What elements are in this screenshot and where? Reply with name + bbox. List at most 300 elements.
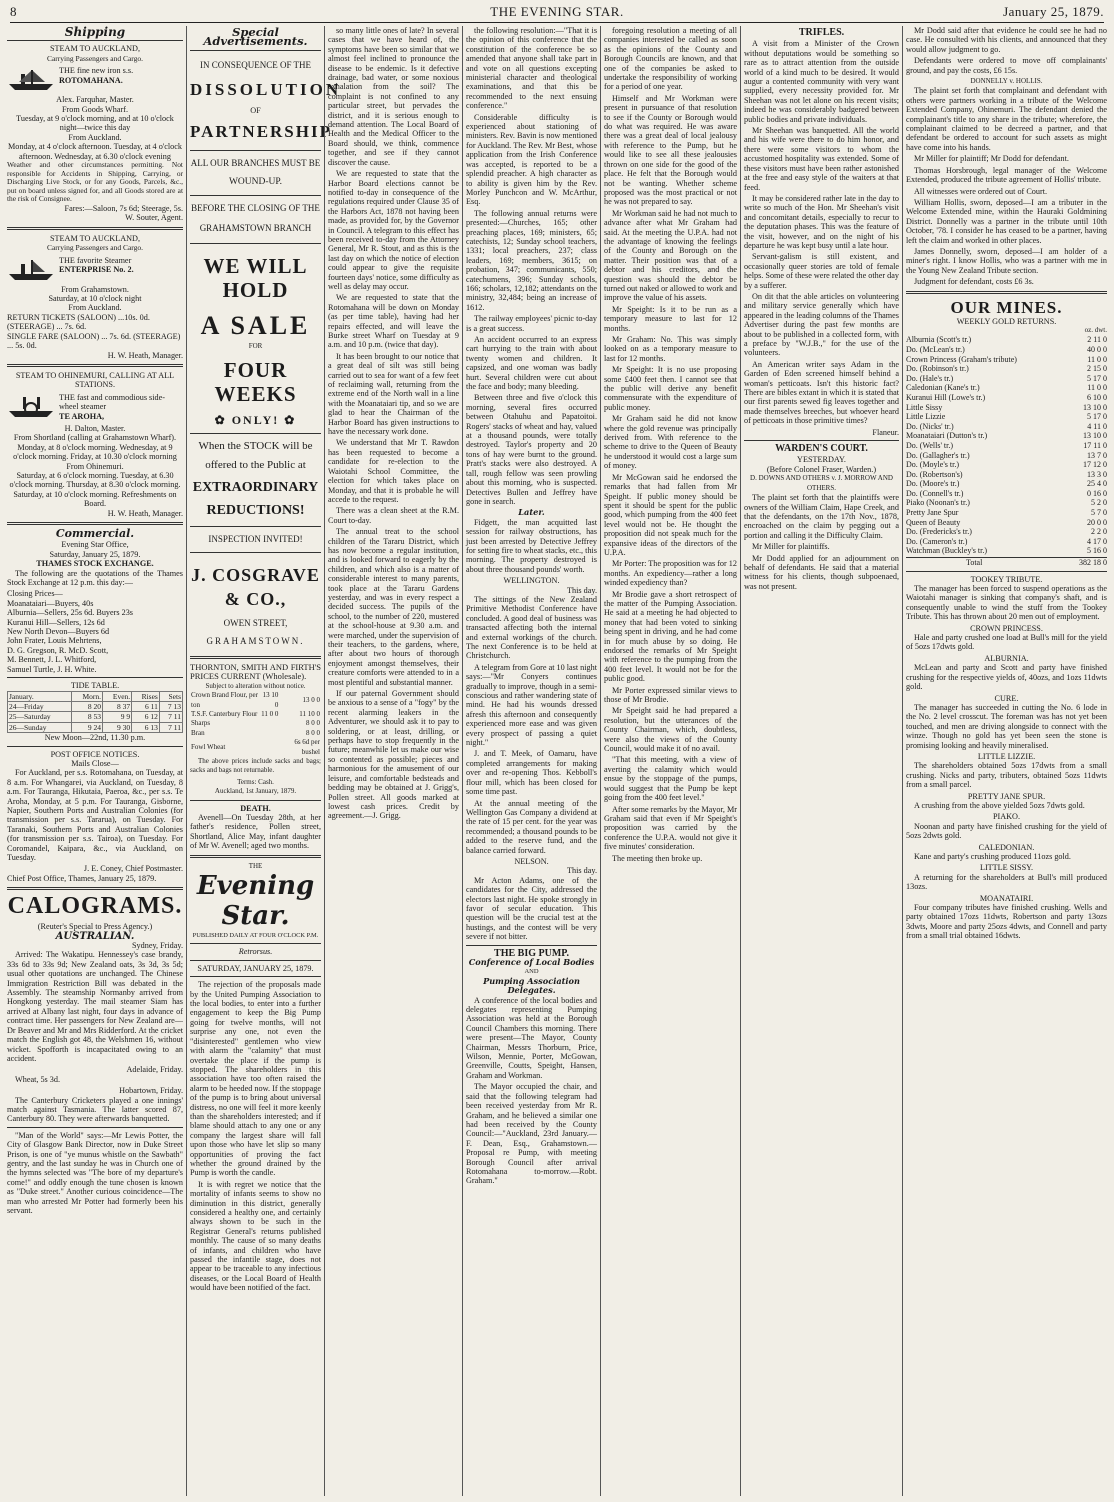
commercial-heading: Commercial.	[55, 527, 135, 540]
mine-yield: 25 4 0	[1087, 479, 1107, 489]
prices-date: Auckland, 1st January, 1879.	[214, 787, 297, 796]
brokers-line: D. G. Gregson, R. McD. Scott,	[7, 645, 109, 655]
cell: 6 13	[132, 722, 160, 732]
news-paragraph: The meeting then broke up.	[612, 853, 703, 863]
warden-sub: YESTERDAY.	[797, 455, 846, 465]
gold-return-row	[906, 403, 1107, 413]
gold-return-row	[906, 345, 1107, 355]
shipping-heading: Shipping	[64, 25, 126, 39]
mine-heading: ALBURNIA.	[984, 653, 1029, 663]
mine-heading: LITTLE SISSY.	[979, 863, 1034, 873]
gold-return-row	[906, 479, 1107, 489]
trifles-paragraph: On dit that the able articles on volunteering and military service generally which have appeared in the leading columns of the Thames Advertiser during the past few months are about to be published in a collected form, with a preface by "W.J.B.," for the use of the volunteers.	[744, 291, 899, 358]
calograms-title: CALOGRAMS.	[7, 893, 183, 920]
news-paragraph: Between three and five o'clock this morning, several fires occurred between Otahuhu and Papatoitoi. Rogers' stacks of wheat and hay, valued at a thousand pounds, were totally destroyed. Taylor's property and 20 tons of hay were burnt to the ground. Pratt's stacks were also destroyed. A tall, rough fellow was seen prowling about this morning, who is suspected. Detectives Bullen and Jeffrey have gone in search.	[466, 393, 597, 506]
mine-yield: 40 0 0	[1087, 344, 1107, 354]
col-header: January.	[8, 691, 72, 701]
mine-name: Do. (Gallagher's tr.)	[906, 450, 970, 460]
news-paragraph: Himself and Mr Workman were present in pursuance of that resolution to see if the County or Borough would do what was required. He was aware there was a great deal of local jealousy with reference to the Pump, but he would like to see all these jealousies thrown on one side for the good of the place. He felt that the Borough would not be wanting. Whether scheme proposed was the most practical or not he was not prepared to say.	[604, 93, 737, 207]
cell: 9 24	[72, 722, 103, 732]
telegram-text: The Canterbury Cricketers played a one innings' match against Tasmania. The latter scored 87, Canterbury 80. They were afterwards banquetted.	[7, 1095, 183, 1124]
master: Alex. Farquhar, Master.	[56, 95, 134, 105]
mine-yield: 6 10 0	[1087, 392, 1107, 402]
news-paragraph: The annual treat to the school children of the Tararu District, which has now become a regular institution, and is looked forward to eagerly by the children, and which also is a matter of considerable interest to many parents, took place at the Tararu Gardens yesterday, and was in every respect a decided success. The pupils of the school, to the number of 220, mustered at the school-house at 9.30 a.m. and were marched, under the supervision of their teachers, to the gardens, where, after about two hours of thorough enjoyment amongst themselves, their creature comforts were attended to in a most plentiful and substantial manner.	[328, 527, 459, 687]
page-number: 8	[10, 4, 17, 19]
column-news-1	[324, 26, 462, 1496]
mine-yield: 4 17 0	[1087, 536, 1107, 546]
ad-line: When the STOCK will be	[198, 440, 313, 453]
news-paragraph: Mr Graham: No. This was simply looked on as a temporary measure to last for 12 months.	[604, 335, 737, 363]
mine-yield: 5 7 0	[1091, 508, 1107, 518]
from-label: From Auckland.	[68, 132, 122, 142]
cell: Fowl Wheat	[191, 742, 226, 751]
total-value: 382 18 0	[1079, 558, 1107, 568]
from-label: From Ohinemuri.	[66, 461, 124, 471]
quote-line: Alburnia—Sellers, 25s 6d. Buyers 23s	[7, 608, 133, 618]
mine-paragraph: Noonan and party have finished crushing for the yield of 5ozs 2dwts gold.	[906, 821, 1107, 841]
from-label: From Auckland.	[68, 303, 122, 313]
court-paragraph: James Donnelly, sworn, deposed—I am holder of a miner's right. I know Hollis, who was a partner with me in the Young New Zealand Tribute section.	[906, 246, 1107, 275]
mine-paragraph: McLean and party and Scott and party have finished crushing for the respective yields of, 40ozs, and 1ozs 11dwts gold.	[906, 663, 1107, 692]
ad-line: ALL OUR BRANCHES MUST BE	[190, 157, 321, 168]
cell: 11 0 0	[261, 709, 279, 718]
trifles-paragraph: A visit from a Minister of the Crown without deputations would be something so rare as to attract attention from the outside world of a kind much to be desired. It would augur a contented community with very want supplied, every necessity provided for. Mr Sheehan was not let alone on his recent visits; indeed he was considerably badgered between public bodies and private individuals.	[744, 39, 899, 124]
mine-paragraph: A returning for the shareholders at Bull's mill produced 13ozs.	[906, 872, 1107, 892]
mine-paragraph: The shareholders obtained 5ozs 17dwts from a small crushing. Nicks and party, tributers, obtained 5ozs 11dwts from a small parcel.	[906, 761, 1107, 790]
prices-current	[190, 663, 321, 797]
commercial-section	[7, 529, 183, 674]
mine-name: Pretty Jane Spur	[906, 508, 959, 518]
mine-paragraph: The manager has been forced to suspend operations as the Waiotahi manager is sinking that company's shaft, and is consequently unable to wind the stuff from the Tookey Tribute. This has thrown about 20 men out of employment.	[906, 584, 1107, 622]
post-text: For Auckland, per s.s. Rotomahana, on Tuesday, at 8 a.m. For Whangarei, via Auckland, on Tuesday, 8 a.m. For Tauranga, Hikutaia, Paeroa, &c., per s.s. Te Aroha, Monday, at 5 p.m. For Tauranga, Gisborne, Napier, Southern Ports and Australian Colonies (for transmission per s.s. Tararua), on Tuesday. For Taranaki, Southern Ports and Australian Colonies (for transmission per s.s. Tairoa), on Tuesday. For Coromandel, Kaipara, &c., via Auckland, on Tuesday.	[7, 768, 183, 862]
schedule: Tuesday, at 9 o'clock morning, and at 10 o'clock night—twice this day	[16, 114, 174, 133]
news-paragraph: Mr Workman said he had not much to advance after what Mr Graham had said. At the meeting the U.P.A. had not the advantage of knowing the feelings of the County and Borough on the matter. Their position was that of a debtor and his creditors, and the question was should the debtor be turned out naked or allowed to work and improve the value of his assets.	[604, 208, 738, 303]
schedule: Saturday, at 10 o'clock night	[48, 294, 142, 304]
news-paragraph: "That this meeting, with a view of averting the calamity which would ensue by the stoppage of the pumps, would suggest that the Pump be kept going from the 400 feet level."	[604, 755, 737, 803]
single-fares: SINGLE FARE (SALOON) ... 7s. 6d. (STEERAGE) ... 5s. 0d.	[7, 331, 181, 351]
tide-table	[7, 681, 183, 742]
ad-line: WOUND-UP.	[228, 177, 283, 188]
telegram-text: Wheat, 5s 3d.	[15, 1074, 61, 1084]
court-paragraph: William Hollis, sworn, deposed—I am a tributer in the Welcome Extended mine, within the Hauraki Goldmining District. Donnelly was a partner in the tribute until 10th October, '78. I consider he has ceased to be a partner, having left the claim and worked in other places.	[906, 197, 1107, 245]
moon-note: New Moon—22nd, 11.30 p.m.	[44, 733, 146, 743]
telegram-text: Arrived: The Wakatipu. Hennessey's case brandy, 33s 6d to 33s 9d; New Zealand oats, 3s 3d, 3s 5d; usual other quotations are unchanged. The Chinese Immigration Restriction Bill was debated in the Assembly. The steamship Normanby arrived from Hongkong yesterday. The mail steamer Siam has arrived at Albany last night, four days in advance of contract time. Her passengers for New Zealand are—Dr Beaver and Mr and Mrs Ridderford. At the cricket match the English got 48, the Welshmen 16, without wicket. Spofforth is incapacitated owing to an accident.	[7, 950, 183, 1063]
news-paragraph: Mr Brodie gave a short retrospect of the matter of the Pumping Association. He said at a meeting he had objected to money that had been voted to sinking being spent in driving, and he had come in for much abuse by so doing. He endorsed the remarks of Mr Speight with reference to the pumping from the 400 feet level. It would not be for the public good.	[604, 589, 737, 684]
ad-line: FOUR WEEKS	[214, 357, 297, 406]
mine-yield: 17 12 0	[1083, 460, 1107, 470]
post-office-notices	[7, 750, 183, 884]
mine-heading: PIAKO.	[992, 812, 1021, 822]
warden-title: WARDEN'S COURT.	[775, 443, 868, 455]
mine-paragraph: A crushing from the above yielded 5ozs 7dwts gold.	[914, 800, 1085, 810]
news-paragraph: so many little ones of late? In several cases that we have heard of, the symptoms have been so similar that we almost feel inclined to pronounce the disease to be endemic. Is it defective drainage, bad water, or some noxious exhalation from the soil? The complaint is not confined to any particular street, but pervades the district, and it is serious enough to demand attention. The Local Board of Health and the Medical Officer to the Board should, we think, commence together, and see if they cannot discover the cause.	[328, 26, 459, 167]
ad-title: STEAM TO AUCKLAND,	[50, 233, 140, 243]
news-paragraph: Mr Porter expressed similar views to those of Mr Brodie.	[604, 685, 737, 705]
gold-return-row	[906, 546, 1107, 556]
court-paragraph: Mr Miller for plaintiff; Mr Dodd for defendant.	[914, 154, 1069, 164]
mine-name: Crown Princess (Graham's tribute)	[906, 354, 1017, 364]
ad-line: OF	[250, 106, 261, 116]
news-paragraph: Mr Graham said he did not know where the gold revenue was principally derived from. With reference to the scheme to drive to the Queen of Beauty he understood it would cost a large sum of money.	[604, 414, 737, 471]
news-paragraph: An accident occurred to an express cart hurrying to the train with about twenty women and children. It capsized, and one woman was badly hurt. Several children were cut about the face and body; many bleeding.	[466, 335, 597, 392]
closing-label: Closing Prices—	[7, 589, 63, 599]
cell: 8 53	[72, 712, 103, 722]
mine-name: Watchman (Buckley's tr.)	[906, 546, 987, 556]
gold-return-row	[906, 460, 1107, 470]
gold-return-row	[906, 470, 1107, 480]
cell: 6s 6d per bushel	[294, 738, 320, 756]
schedule: Saturday, at 6 o'clock morning. Tuesday, at 6.30 o'clock morning. Thursday, at 8.30 o'clock morning. Saturday, at 10 o'clock morning. Refreshments on Board.	[9, 470, 181, 509]
mine-paragraph: The manager has succeeded in cutting the No. 6 lode in the No. 2 level crosscut. The foreman was has not yet been touched, and men are driving alongside to connect with the winze. Though no gold has yet been seen the stone is promising looking and heavily mineralised.	[906, 702, 1107, 750]
agent: H. W. Heath, Manager.	[107, 508, 183, 518]
cell: 8 0 0	[306, 719, 320, 728]
mine-heading: TOOKEY TRIBUTE.	[970, 574, 1043, 584]
editorial-text: The rejection of the proposals made by the United Pumping Association to the local bodies, to enter into a further engagement to keep the Big Pump going for twelve months, will not surprise any one, not even the "disinterested" gentlemen who view with alarm the "calamity" that must overtake the place if the pump is stopped. The shareholders in this association have too often raised the alarm to be heeded now. If the stoppage of the pump is to bring about universal distress, no one will feel it more keenly than the shareholders interested; and if blame should attach to any one or any company the largest share will fall upon those who have let slip so many opportunities of proving the fact whether the ground drained by the Pump is worth the candle.	[190, 980, 321, 1178]
gold-return-row	[906, 364, 1107, 374]
ship-row	[7, 256, 183, 282]
gold-return-row	[906, 355, 1107, 365]
cell: 9 30	[103, 722, 132, 732]
ad-title: STEAM TO OHINEMURI, CALLING AT ALL STATIONS.	[15, 370, 175, 390]
gold-return-row	[906, 527, 1107, 537]
ship-row	[7, 393, 183, 421]
news-paragraph: J. and T. Meek, of Oamaru, have completed arrangements for making over and re-opening Thos. Kebboll's flour mill, which has been closed for some time past.	[466, 749, 597, 797]
mine-name: Do. (Cameron's tr.)	[906, 536, 968, 546]
subheading: Pumping Association Delegates.	[483, 975, 580, 996]
prices-note: The above prices include sacks and bags; sacks and bags not returnable.	[190, 756, 321, 775]
ship-row	[7, 66, 183, 92]
cell: 9 9	[103, 712, 132, 722]
warden-paragraph: Mr Dodd applied for an adjournment on behalf of defendants. He said that a material witness for his clients, though subpoenaed, was not present.	[744, 553, 899, 591]
mine-yield: 13 10 0	[1083, 402, 1107, 412]
warden-paragraph: Mr Miller for plaintiffs.	[752, 542, 830, 552]
gold-return-row	[906, 508, 1107, 518]
news-paragraph: It has been brought to our notice that a great deal of silt was still being carried out to sea for want of a few feet of reclaiming wall, returning from the extreme end of the North wall in a line with the Moanataiari tip, and so we are glad to hear the Chairman of the Harbor Board has given instructions to have the necessary work done.	[328, 351, 459, 437]
news-paragraph: Fidgett, the man acquitted last session for railway obstructions, has just been arrested by Detective Jeffrey for setting fire to wheat stacks, etc., this morning. The property destroyed is about three thousand pounds' worth.	[466, 517, 597, 574]
mines-title: OUR MINES.	[950, 297, 1063, 317]
ad-title: STEAM TO AUCKLAND,	[50, 44, 140, 54]
table-row	[190, 738, 321, 757]
news-paragraph: Mr Acton Adams, one of the candidates for the City, addressed the electors last night. He spoke strongly in favor of secular education. This question will be the crucial test at the hustings, and the contest will be very severe if not bitter.	[466, 875, 597, 942]
mine-name: Do. (Moore's tr.)	[906, 479, 960, 489]
mine-yield: 11 0 0	[1087, 383, 1107, 393]
vessel-name: ENTERPRISE No. 2.	[59, 265, 134, 275]
ad-sub: Carrying Passengers and Cargo.	[46, 53, 144, 63]
post-office: Chief Post Office, Thames, January 25, 1879.	[7, 873, 157, 883]
column-news-3	[600, 26, 740, 1496]
mine-heading: CURE.	[994, 693, 1019, 703]
mine-heading: CROWN PRINCESS.	[970, 623, 1043, 633]
dateline-city: WELLINGTON.	[503, 576, 560, 586]
table-row	[190, 691, 321, 710]
ad-body: THE fine new iron s.s.	[59, 66, 134, 76]
vessel-name: ROTOMAHANA.	[59, 75, 123, 85]
subheading: AND	[524, 968, 539, 976]
from-label: From Grahamstown.	[61, 284, 129, 294]
news-paragraph: The following annual returns were presented:—Churches, 165; other preaching places, 169; ministers, 65; catechists, 12; Sunday school teachers, 1331; local preachers, 237; class leaders, 169; members, 3615; on probation, 347; communicants, 550; catechumens, 396; Sunday schools, 166; scholars, 12,182; attendants on the ministry, 32,484; being an increase of 1612.	[466, 208, 597, 312]
cell: 24—Friday	[8, 701, 72, 711]
weekly-returns-title: WEEKLY GOLD RETURNS.	[956, 316, 1057, 326]
dateline: Hobartown, Friday.	[119, 1086, 183, 1096]
mine-yield: 5 17 0	[1087, 373, 1107, 383]
cell	[259, 729, 279, 738]
only-line: ✿ ONLY! ✿	[214, 412, 297, 427]
mine-name: Moanataiari (Dutton's tr.)	[906, 431, 988, 441]
ad-line: EXTRAORDINARY	[192, 479, 319, 495]
mine-yield: 5 17 0	[1087, 412, 1107, 422]
quote-line: Kuranui Hill—Sellers, 12s 6d	[7, 617, 105, 627]
paper-the: THE	[248, 861, 263, 870]
post-title: POST OFFICE NOTICES.	[50, 749, 140, 759]
news-paragraph: Considerable difficulty is experienced about stationing of ministers. Rev. Bavin is now mentioned for Auckland. The Rev. Mr Best, whose application from the Irish Conference was accepted, is reported to be a splendid preacher. A high character as to ability is given him by the Rev. Morley Punchcon and W. McArthur, Esq.	[466, 112, 597, 207]
mine-paragraph: Kane and party's crushing produced 11ozs gold.	[914, 852, 1071, 861]
mine-yield: 13 3 0	[1087, 469, 1107, 479]
gold-return-row	[906, 489, 1107, 499]
cell: 8 37	[103, 701, 132, 711]
calograms-sub: (Reuter's Special to Press Agency.)	[37, 922, 153, 932]
news-paragraph: foregoing resolution a meeting of all companies interested be called as soon as the opinions of the County and Borough Councils are known, and that one of the companies be asked to undertake the responsibility of working for a period of one year.	[604, 26, 737, 92]
mine-yield: 13 7 0	[1087, 450, 1107, 460]
gold-return-row	[906, 393, 1107, 403]
trifles-paragraph: Mr Sheehan was banquetted. All the world and his wife were there to do him honor, and there were some visitors to whom the accustomed hospitality was extended. Some of these visitors must have been rather astonished at the free and easy style of the waiters at that feed.	[744, 126, 899, 192]
cell: 7 11	[159, 722, 182, 732]
units-label: oz. dwt.	[1084, 325, 1107, 334]
gold-return-row	[906, 441, 1107, 451]
quote-line: Moanataiari—Buyers, 40s	[7, 598, 94, 608]
col-header: Even.	[103, 691, 132, 701]
trifles-paragraph: It may be considered rather late in the day to write so much of the Hon. Mr Sheehan's visit and concomitant details, especially to recur to the deputation phases. This was the feature of the visit, however, and on the night of his departure he was kept busy until a late hour.	[744, 193, 899, 250]
mine-name: Do. (Robinson's tr.)	[906, 364, 969, 374]
table-row	[8, 701, 183, 711]
ad-line: offered to the Public at	[205, 459, 306, 472]
telegram-text: "Man of the World" says:—Mr Lewis Potter, the City of Glasgow Bank Director, now in Duke Street Prison, is one of "ye munus whistle on the Sawbath" gentry, and the last sunday he was in Church one of the hymns selected was "The bore of my departure's come!" and oddly enough the tune chosen is known as "Duke street." Another curious coincidence—The man who arrested Mr Potter had formerly been his servant.	[7, 1130, 183, 1215]
court-paragraph: Mr Dodd said after that evidence he could see he had no case. He consulted with his clients, and announced that they would allow judgment to go.	[906, 26, 1107, 54]
prices-sub: Subject to alteration without notice.	[205, 681, 306, 690]
column-news-2	[462, 26, 600, 1496]
cell: 13 0 0	[302, 695, 320, 704]
schedule: Monday, at 8 o'clock morning. Wednesday, at 9 o'clock morning. Friday, at 10.30 o'clock morning	[13, 442, 177, 462]
death-notice: Avenell—On Tuesday 28th, at her father's residence, Pollen street, Shortland, Alice May, infant daughter of Mr W. Avenell; aged two months.	[190, 813, 321, 851]
paper-title: Evening Star.	[196, 871, 315, 932]
editorial-text: It is with regret we notice that the mortality of infants seems to show no diminution in this district, generally considered a healthy one, and certainly always shown to be such in the Registrar General's returns published monthly. The cause of so many deaths of infants, and children who have passed the infantile stage, does not appear to be traceable to any infectious diseases, or the Local Board of Health would have been notified of the fact.	[190, 1179, 321, 1293]
big-pump-heading: THE BIG PUMP.	[494, 947, 569, 959]
mine-yield: 0 16 0	[1087, 488, 1107, 498]
mine-name: Little Sissy	[906, 402, 943, 412]
mine-name: Do. (Wells' tr.)	[906, 440, 954, 450]
mine-yield: 11 0 0	[1087, 354, 1107, 364]
mine-name: Alburnia (Scott's tr.)	[906, 335, 972, 345]
gold-return-row	[906, 518, 1107, 528]
brokers-line: M. Bennett, J. L. Whitford,	[7, 655, 97, 665]
schedule: Monday, at 4 o'clock afternoon. Tuesday, at 4 o'clock afternoon. Wednesday, at 6.30 o'clock evening	[7, 142, 182, 161]
court-paragraph: All witnesses were ordered out of Court.	[914, 186, 1048, 196]
dateline-city: NELSON.	[514, 856, 549, 866]
trifles-signature: Flaneur.	[872, 427, 899, 437]
news-paragraph: A telegram from Gore at 10 last night says:—"Mr Conyers continues gradually to improve, though in a semi-conscious and rather wandering state of mind. He had his wounds dressed afresh this afternoon and consequently experienced more ease and was given every prospect of passing a quiet night."	[466, 662, 598, 748]
mine-name: Do. (Nicks' tr.)	[906, 421, 954, 431]
tide-grid	[7, 691, 183, 734]
mine-name: Queen of Beauty	[906, 517, 961, 527]
brokers-line: John Frater, Louis Mehrtens,	[7, 636, 102, 646]
master: H. Dalton, Master.	[64, 423, 126, 433]
gold-return-row	[906, 374, 1107, 384]
cell: 7 11	[159, 712, 182, 722]
brokers-line: Samuel Turtle, J. H. White.	[7, 664, 97, 674]
news-paragraph: After some remarks by the Mayor, Mr Graham said that even if Mr Speight's proposition was carried by the conference the U.P.A. would not give it five minutes' consideration.	[604, 804, 737, 852]
ad-rotomahana	[7, 44, 183, 222]
table-row	[190, 710, 321, 719]
cell: 13 10 0	[262, 691, 279, 709]
mine-paragraph: Four company tributes have finished crushing. Wells and party obtained 17ozs 11dwts, Robertson and party 13ozs 3dwts, Moore and party 25ozs 4dwts, and Connell and party from a small trial obtained 16dwts.	[906, 903, 1107, 941]
gold-returns-list	[906, 335, 1107, 556]
mine-name: Do. (Hale's tr.)	[906, 373, 954, 383]
dateline: Sydney, Friday.	[131, 941, 183, 951]
from-label: From Goods Wharf.	[61, 104, 129, 114]
gold-return-row	[906, 422, 1107, 432]
cell	[259, 719, 279, 728]
ad-line: REDUCTIONS!	[206, 503, 305, 519]
cell: 6 11	[132, 701, 160, 711]
return-fares: RETURN TICKETS (SALOON) ...10s. 0d. (STEERAGE) ... 7s. 6d.	[7, 312, 150, 332]
ad-line: INSPECTION INVITED!	[208, 533, 303, 544]
cell: 25—Saturday	[8, 712, 72, 722]
table-row	[190, 719, 321, 728]
mine-yield: 4 11 0	[1087, 421, 1107, 431]
column-trifles	[740, 26, 902, 1496]
warden-paragraph: The plaint set forth that the plaintiffs were owners of the William Claim, Hape Creek, and that the defendants, on the 17th Nov., 1878, encroached on the claim by pegging out a portion and calling it the Difficulty Claim.	[744, 493, 899, 540]
prices-title: THORNTON, SMITH AND FIRTH'S PRICES CURRENT (Wholesale).	[190, 661, 321, 682]
mine-name: Do. (Robertson's)	[906, 469, 963, 479]
mine-name: Do. (McLean's tr.)	[906, 344, 965, 354]
table-row	[8, 712, 183, 722]
mine-heading: MOANATAIRI.	[979, 893, 1034, 903]
mine-name: Little Lizzie	[906, 412, 946, 422]
gold-return-row	[906, 412, 1107, 422]
court-case: DONNELLY v. HOLLIS.	[970, 77, 1043, 86]
paddle-steamer-icon	[7, 393, 55, 419]
total-row	[906, 557, 1107, 568]
exchange-title: THAMES STOCK EXCHANGE.	[36, 559, 154, 569]
special-heading: Special Advertisements.	[203, 25, 308, 49]
mine-yield: 2 15 0	[1087, 364, 1107, 374]
gold-return-row	[906, 498, 1107, 508]
col-header: Sets	[159, 691, 182, 701]
col-header: Morn.	[72, 691, 103, 701]
steamship-icon	[7, 66, 55, 92]
news-paragraph: The sittings of the New Zealand Primitive Methodist Conference have concluded. A good deal of business was transacted affecting both the internal and external workings of the church. The next Conference is to be held at Christchurch.	[466, 594, 597, 661]
exchange-intro: The following are the quotations of the Thames Stock Exchange at 12 p.m. this day:—	[7, 568, 183, 588]
trifles-title: TRIFLES.	[798, 27, 845, 38]
ad-te-aroha	[7, 371, 183, 518]
office: Evening Star Office,	[61, 540, 129, 550]
dateline: Adelaide, Friday.	[126, 1065, 183, 1075]
news-paragraph: Mr Porter: The proposition was for 12 months. An expediency—rather a long winded expediency than?	[604, 559, 737, 588]
mine-name: Do. (Fredericks's tr.)	[906, 527, 972, 537]
death-title: DEATH.	[240, 803, 271, 813]
only-text: ONLY!	[231, 412, 280, 427]
gold-return-row	[906, 383, 1107, 393]
cell: 6 12	[132, 712, 160, 722]
prices-table	[190, 691, 321, 757]
mine-paragraph: Hale and party crushed one load at Bull's mill for the yield of 5ozs 17dwts gold.	[906, 633, 1107, 652]
ad-line: IN CONSEQUENCE OF THE	[199, 59, 312, 70]
cell: 11 10 0	[299, 709, 320, 718]
tide-title: TIDE TABLE.	[70, 681, 120, 691]
news-paragraph: We understand that Mr T. Rawdon has been requested to become a candidate for re-election to the Waiotahi School Committee, the election for which takes place on Monday, and that it is probable he will accede to the request.	[328, 438, 459, 504]
cell: 8 20	[72, 701, 103, 711]
fares: Fares:—Saloon, 7s 6d; Steerage, 5s.	[64, 204, 183, 214]
court-paragraph: Judgment for defendant, costs £6 3s.	[914, 277, 1034, 287]
column-special-ads	[186, 25, 342, 1496]
news-paragraph: There was a clean sheet at the R.M. Court to-day.	[328, 506, 459, 525]
firm-town: GRAHAMSTOWN.	[206, 635, 305, 646]
news-paragraph: We are requested to state that the Harbor Board elections cannot be notified to-day in consequence of the regulations required under Clause 35 of the Harbors Act, 1878 not having been made, as provided for, by the Governor in Council. A telegram to this effect has been received to-day from the Attorney General, Mr R. Stout, and as this is the last day on which the notice of election could appear to give the requisite fourteen days' notice, some difficulty as well as delay may occur.	[328, 169, 459, 291]
mine-heading: PRETTY JANE SPUR.	[967, 791, 1046, 801]
cell: T.S.F. Canterbury Flour	[191, 709, 258, 718]
mine-name: Caledonian (Kane's tr.)	[906, 383, 980, 393]
mine-name: Kuranui Hill (Lowe's tr.)	[906, 392, 986, 402]
col-header: Rises	[132, 691, 160, 701]
cell	[259, 738, 279, 757]
agent: H. W. Heath, Manager.	[107, 350, 183, 360]
gold-return-row	[906, 335, 1107, 345]
gold-return-row	[906, 537, 1107, 547]
cell: 7 13	[159, 701, 182, 711]
warden-judge: (Before Colonel Fraser, Warden.)	[766, 464, 877, 474]
cell: 8 0 0	[306, 728, 320, 737]
mine-heading: LITTLE LIZZIE.	[977, 751, 1036, 761]
gold-return-row	[906, 451, 1107, 461]
ad-line: BEFORE THE CLOSING OF THE	[191, 203, 320, 214]
trifles-paragraph: An American writer says Adam in the Garden of Eden screened himself behind a woman's petticoats. Isn't this historic fact? There are bibles extant in which it is stated that our first parents sewed fig leaves together and made themselves breeches, but whoever heard of petticoats in those primitive times?	[744, 359, 899, 426]
steamship-icon	[7, 256, 55, 282]
news-paragraph: Mr Speight said he had prepared a resolution, but the utterances of the County Chairman, which, doubtless, were also the views of the County Council, would make it of no avail.	[604, 706, 737, 754]
firm-street: OWEN STREET,	[223, 618, 288, 629]
mine-yield: 20 0 0	[1087, 517, 1107, 527]
column-shipping	[4, 26, 186, 1496]
paper-name: THE EVENING STAR.	[490, 4, 624, 19]
from-label: From Shortland (calling at Grahamstown Wharf).	[13, 433, 177, 443]
firm-name: J. COSGRAVE & CO.,	[191, 565, 320, 610]
table-row	[190, 729, 321, 738]
mine-yield: 5 16 0	[1087, 546, 1107, 556]
news-paragraph: Mr McGowan said he endorsed the remarks that had fallen from Mr Speight. If public money should be spent it should be spent for the public good, which pumping from the 400 feet level would not be. He thought the proposition did not speak much for the expansive ideas of the directors of the U.P.A.	[604, 472, 737, 557]
subheading: Conference of Local Bodies	[468, 957, 595, 967]
news-paragraph: Mr Speight: It is no use proposing some £400 feet then. I cannot see that the public will derive any benefit commensurate with the expenditure of public money.	[604, 365, 737, 412]
ad-sub: Carrying Passengers and Cargo.	[46, 243, 144, 253]
news-paragraph: the following resolution:—"That it is the opinion of this conference that the constitution of the conference be so amended that anyone shall take part in and vote on all questions excepting ministerial character and theological examinations, and that this be recommended to the next ensuing conference."	[466, 26, 597, 111]
ad-line: WE WILL HOLD	[203, 254, 308, 303]
agent: W. Souter, Agent.	[125, 213, 183, 223]
cell: Crown Brand Flour, per ton	[191, 691, 258, 709]
quote-line: New North Devon—Buyers 6d	[7, 627, 110, 637]
gold-return-row	[906, 431, 1107, 441]
subheading: Later.	[518, 507, 545, 518]
cell: 26—Sunday	[8, 722, 72, 732]
mine-heading: CALEDONIAN.	[978, 842, 1035, 852]
news-paragraph: The railway employees' picnic to-day is a great success.	[466, 314, 597, 333]
mine-name: Do. (Connell's tr.)	[906, 488, 964, 498]
ad-line: PARTNERSHIP	[190, 121, 332, 141]
news-paragraph: Mr Speight: Is it to be run as a temporary measure to last for 12 months.	[604, 304, 737, 333]
issue-date: January 25, 1879.	[1003, 4, 1104, 19]
court-paragraph: Defendants were ordered to move off complainants' ground, and pay the costs, £6 15s.	[906, 56, 1107, 75]
trifles-paragraph: Servant-galism is still existent, and occasionally queer stories are told of female helps. Some of these were related the other day by a sufferer.	[744, 252, 899, 290]
vessel-name: TE AROHA,	[59, 411, 105, 421]
mine-name: Piako (Noonan's tr.)	[906, 498, 970, 508]
news-paragraph: The Mayor occupied the chair, and said that the following telegram had been received yesterday from Mr R. Graham, and he believed a similar one had been received by the County Council:—"Auckland, 23rd January.—F. Dean, Esq., Grahamstown.—Proposal re Pump, with meeting Borough Council after arrival Rotomahana to-morrow.—Robt. Graham."	[466, 1082, 597, 1186]
masthead	[10, 4, 1104, 23]
